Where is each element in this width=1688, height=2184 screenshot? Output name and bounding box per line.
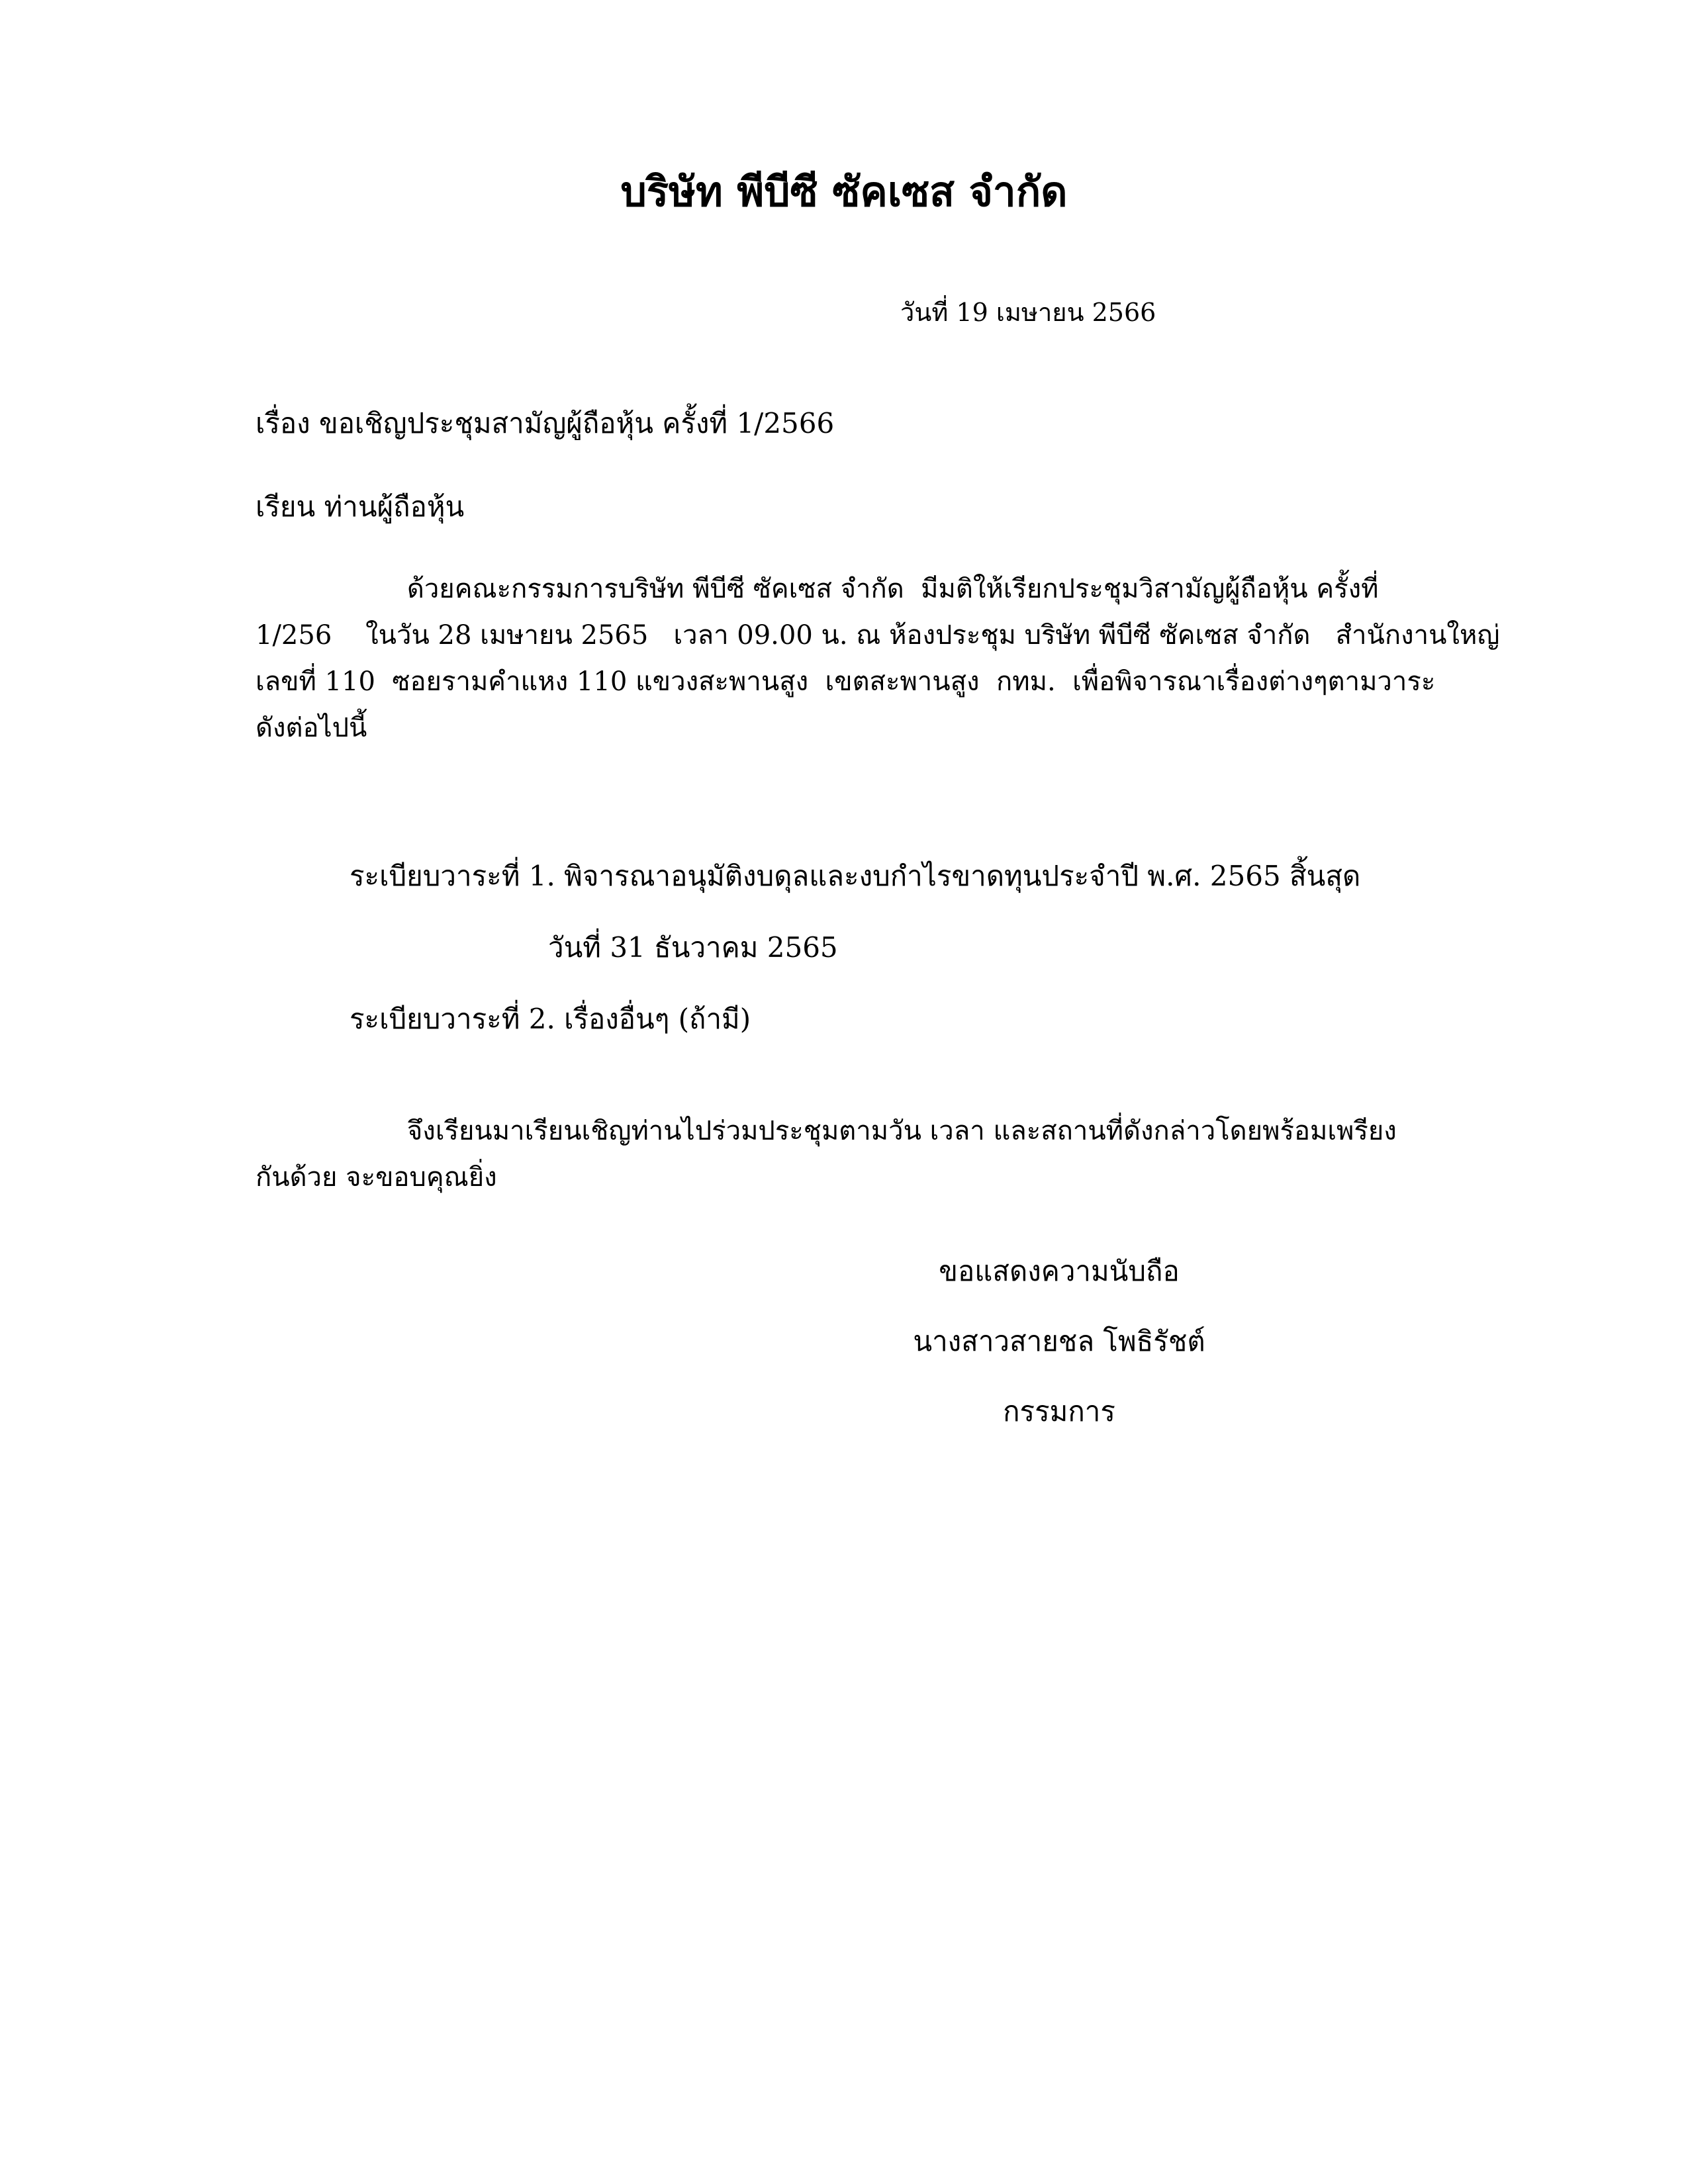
company-title: บริษัท พีบีซี ซัคเซส จำกัด [620,167,1068,216]
signature-block [887,1236,1231,1447]
body-paragraph [256,566,1500,751]
closing-paragraph [256,1108,1410,1201]
closing-line: กันด้วย จะขอบคุณยิ่ง [256,1162,497,1193]
body-line: เลขที่ 110 ซอยรามคำแหง 110 แขวงสะพานสูง เขตสะพานสูง กทม. เพื่อพิจารณาเรื่องต่างๆตามวาระ [256,666,1436,697]
salutation: เรียน ท่านผู้ถือหุ้น [256,490,465,523]
closing-line: จึงเรียนมาเรียนเชิญท่านไปร่วมประชุมตามวัน เวลา และสถานที่ดังกล่าวโดยพร้อมเพรียง [256,1116,1397,1146]
subject-line: เรื่อง ขอเชิญประชุมสามัญผู้ถือหุ้น ครั้งที่ 1/2566 [256,407,835,439]
agenda-item-1-continuation: วันที่ 31 ธันวาคม 2565 [548,931,838,964]
body-line: 1/256 ในวัน 28 เมษายน 2565 เวลา 09.00 น. ณ ห้องประชุม บริษัท พีบีซี ซัคเซส จำกัด สำนักงานใหญ่ [256,620,1500,651]
body-line: ด้วยคณะกรรมการบริษัท พีบีซี ซัคเซส จำกัด มีมติให้เรียกประชุมวิสามัญผู้ถือหุ้น ครั้งที่ [256,574,1379,604]
agenda-item-2: ระเบียบวาระที่ 2. เรื่องอื่นๆ (ถ้ามี) [350,1003,751,1035]
letter-date: วันที่ 19 เมษายน 2566 [900,298,1156,327]
body-line: ดังต่อไปนี้ [256,713,367,743]
complimentary-closing: ขอแสดงความนับถือ [939,1255,1180,1287]
signatory-position: กรรมการ [1003,1395,1115,1428]
signatory-name: นางสาวสายชล โพธิรัชต์ [913,1325,1205,1357]
agenda-item-1: ระเบียบวาระที่ 1. พิจารณาอนุมัติงบดุลและงบกำไรขาดทุนประจำปี พ.ศ. 2565 สิ้นสุด [350,860,1361,892]
